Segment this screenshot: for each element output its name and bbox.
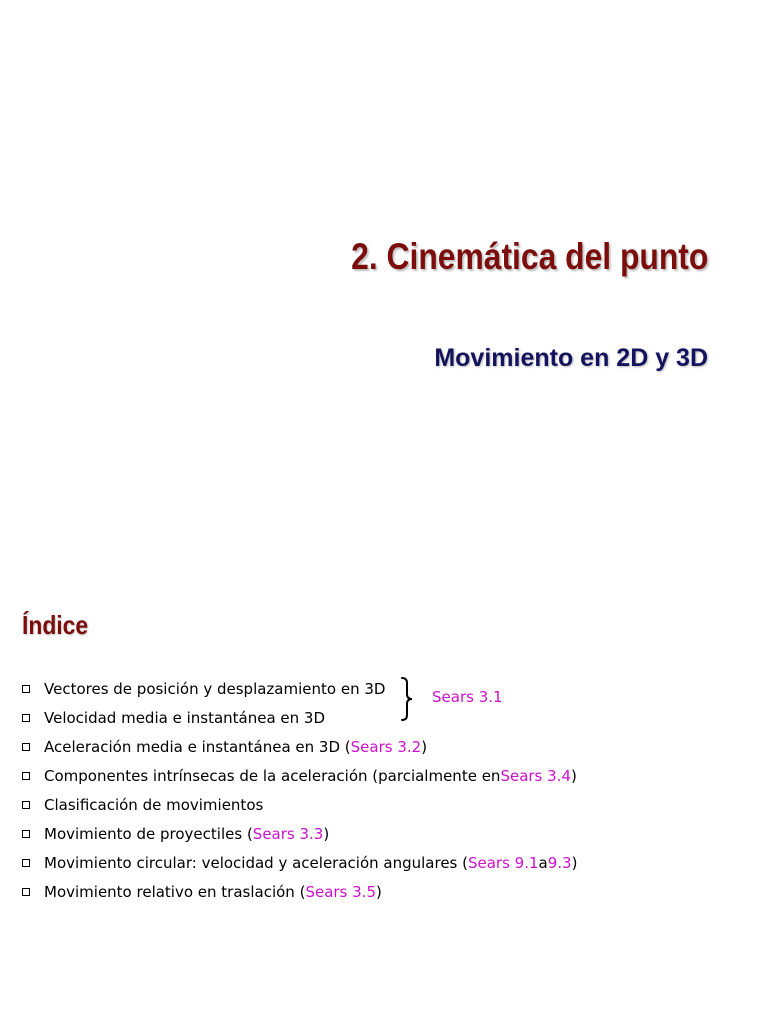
index-list bbox=[20, 674, 577, 906]
index-item-reference: Sears 3.3 bbox=[252, 824, 324, 843]
right-brace-icon bbox=[398, 676, 414, 722]
index-item-velocity bbox=[20, 703, 577, 732]
index-item-text: Aceleración media e instantánea en 3D ( bbox=[44, 737, 351, 756]
square-bullet-icon bbox=[22, 743, 30, 751]
index-item-text-after: ) bbox=[571, 853, 578, 872]
index-item-reference: Sears 9.1 bbox=[467, 853, 539, 872]
index-item-intrinsic-components bbox=[20, 761, 577, 790]
index-item-text: Movimiento de proyectiles ( bbox=[44, 824, 253, 843]
index-item-text: Clasificación de movimientos bbox=[44, 795, 264, 814]
index-item-text-mid: a bbox=[538, 853, 548, 872]
index-item-reference-2: 9.3 bbox=[547, 853, 572, 872]
index-item-text: Componentes intrínsecas de la aceleración (parcialmente en bbox=[44, 766, 501, 785]
index-item-circular-motion bbox=[20, 848, 577, 877]
index-item-reference: Sears 3.4 bbox=[500, 766, 571, 785]
square-bullet-icon bbox=[22, 830, 30, 838]
square-bullet-icon bbox=[22, 772, 30, 780]
square-bullet-icon bbox=[22, 801, 30, 809]
index-item-text-after: ) bbox=[376, 882, 382, 901]
square-bullet-icon bbox=[22, 685, 30, 693]
index-item-acceleration bbox=[20, 732, 577, 761]
index-item-text: Movimiento relativo en traslación ( bbox=[44, 882, 306, 901]
square-bullet-icon bbox=[22, 859, 30, 867]
square-bullet-icon bbox=[22, 714, 30, 722]
index-item-text-after: ) bbox=[323, 824, 330, 843]
group-reference: Sears 3.1 bbox=[432, 688, 503, 706]
slide-subtitle: Movimiento en 2D y 3D bbox=[434, 344, 708, 372]
index-item-text: Movimiento circular: velocidad y aceleración angulares ( bbox=[44, 853, 468, 872]
index-item-classification bbox=[20, 790, 577, 819]
index-item-projectiles bbox=[20, 819, 577, 848]
index-item-relative-motion bbox=[20, 877, 577, 906]
slide-title: 2. Cinemática del punto bbox=[350, 236, 708, 277]
index-item-reference: Sears 3.5 bbox=[305, 882, 376, 901]
index-item-text: Vectores de posición y desplazamiento en 3D bbox=[44, 679, 386, 698]
index-item-text: Velocidad media e instantánea en 3D bbox=[44, 708, 326, 727]
index-heading: Índice bbox=[22, 610, 89, 640]
index-item-reference: Sears 3.2 bbox=[350, 737, 422, 756]
index-item-text-after: ) bbox=[570, 766, 577, 785]
index-item-text-after: ) bbox=[421, 737, 428, 756]
square-bullet-icon bbox=[22, 888, 30, 896]
